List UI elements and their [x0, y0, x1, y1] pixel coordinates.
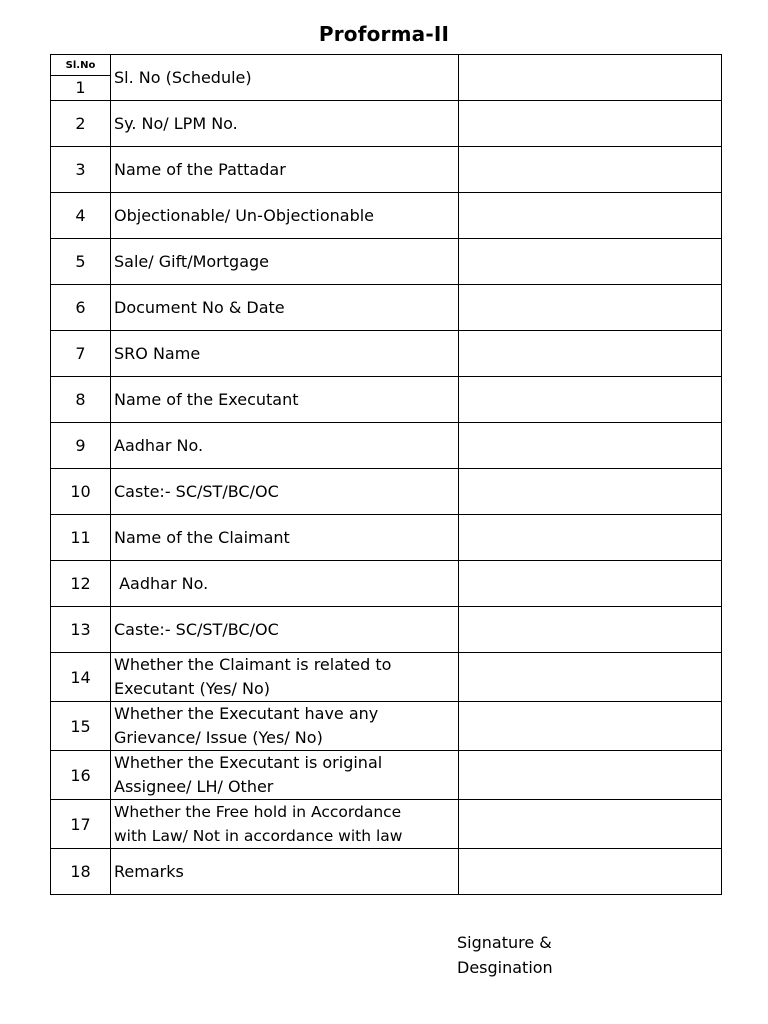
field-label — [111, 653, 459, 702]
value-cell[interactable] — [459, 849, 722, 895]
value-cell[interactable] — [459, 800, 722, 849]
signature-block — [457, 930, 553, 980]
field-label-line: Whether the Executant have any — [114, 704, 379, 723]
value-cell[interactable] — [459, 377, 722, 423]
field-label: Sale/ Gift/Mortgage — [111, 239, 459, 285]
value-cell[interactable] — [459, 55, 722, 101]
field-label — [111, 800, 459, 849]
value-cell[interactable] — [459, 423, 722, 469]
value-cell[interactable] — [459, 607, 722, 653]
table-row — [51, 377, 722, 423]
serial-number: 9 — [51, 423, 111, 469]
field-label: Objectionable/ Un-Objectionable — [111, 193, 459, 239]
serial-number: 17 — [51, 800, 111, 849]
serial-number: 1 — [75, 78, 86, 97]
serial-number: 2 — [51, 101, 111, 147]
value-cell[interactable] — [459, 561, 722, 607]
value-cell[interactable] — [459, 193, 722, 239]
table-row — [51, 193, 722, 239]
value-cell[interactable] — [459, 515, 722, 561]
table-row — [51, 285, 722, 331]
serial-number: 10 — [51, 469, 111, 515]
field-label-line: Whether the Claimant is related to — [114, 655, 392, 674]
serial-number: 12 — [51, 561, 111, 607]
value-cell[interactable] — [459, 147, 722, 193]
field-label — [111, 751, 459, 800]
table-row — [51, 607, 722, 653]
page-title: Proforma-II — [318, 22, 450, 46]
field-label-line: Whether the Free hold in Accordance — [114, 803, 402, 821]
field-label-line: with Law/ Not in accordance with law — [114, 827, 403, 845]
field-label: Name of the Claimant — [111, 515, 459, 561]
field-label: Remarks — [111, 849, 459, 895]
field-label: Name of the Executant — [111, 377, 459, 423]
serial-header-label: Sl.No — [51, 55, 110, 76]
field-label: Caste:- SC/ST/BC/OC — [111, 607, 459, 653]
field-label: Caste:- SC/ST/BC/OC — [111, 469, 459, 515]
serial-number: 16 — [51, 751, 111, 800]
signature-label: Signature & — [457, 933, 552, 952]
value-cell[interactable] — [459, 101, 722, 147]
serial-number: 7 — [51, 331, 111, 377]
value-cell[interactable] — [459, 239, 722, 285]
table-row — [51, 849, 722, 895]
serial-number: 8 — [51, 377, 111, 423]
table-row — [51, 653, 722, 702]
serial-number: 13 — [51, 607, 111, 653]
field-label: Name of the Pattadar — [111, 147, 459, 193]
field-label: Sy. No/ LPM No. — [111, 101, 459, 147]
value-cell[interactable] — [459, 331, 722, 377]
table-row — [51, 331, 722, 377]
serial-number: 5 — [51, 239, 111, 285]
table-row — [51, 147, 722, 193]
serial-number: 3 — [51, 147, 111, 193]
serial-cell — [51, 55, 111, 101]
table-row — [51, 101, 722, 147]
value-cell[interactable] — [459, 702, 722, 751]
table-row — [51, 239, 722, 285]
proforma-table — [50, 54, 722, 895]
table-row — [51, 55, 722, 101]
serial-number: 14 — [51, 653, 111, 702]
field-label-line: Grievance/ Issue (Yes/ No) — [114, 728, 323, 747]
serial-number: 11 — [51, 515, 111, 561]
field-label: Document No & Date — [111, 285, 459, 331]
table-row — [51, 423, 722, 469]
value-cell[interactable] — [459, 653, 722, 702]
serial-number: 15 — [51, 702, 111, 751]
table-row — [51, 800, 722, 849]
table-row — [51, 469, 722, 515]
table-row — [51, 515, 722, 561]
designation-label: Desgination — [457, 958, 553, 977]
field-label — [111, 702, 459, 751]
value-cell[interactable] — [459, 751, 722, 800]
field-label-line: Whether the Executant is original — [114, 753, 383, 772]
value-cell[interactable] — [459, 285, 722, 331]
field-label: Aadhar No. — [111, 423, 459, 469]
field-label: Sl. No (Schedule) — [111, 55, 459, 101]
value-cell[interactable] — [459, 469, 722, 515]
serial-number: 18 — [51, 849, 111, 895]
field-label: Aadhar No. — [111, 561, 459, 607]
table-row — [51, 702, 722, 751]
field-label: SRO Name — [111, 331, 459, 377]
table-row — [51, 561, 722, 607]
field-label-line: Assignee/ LH/ Other — [114, 777, 274, 796]
serial-number: 4 — [51, 193, 111, 239]
serial-number: 6 — [51, 285, 111, 331]
field-label-line: Executant (Yes/ No) — [114, 679, 270, 698]
table-row — [51, 751, 722, 800]
